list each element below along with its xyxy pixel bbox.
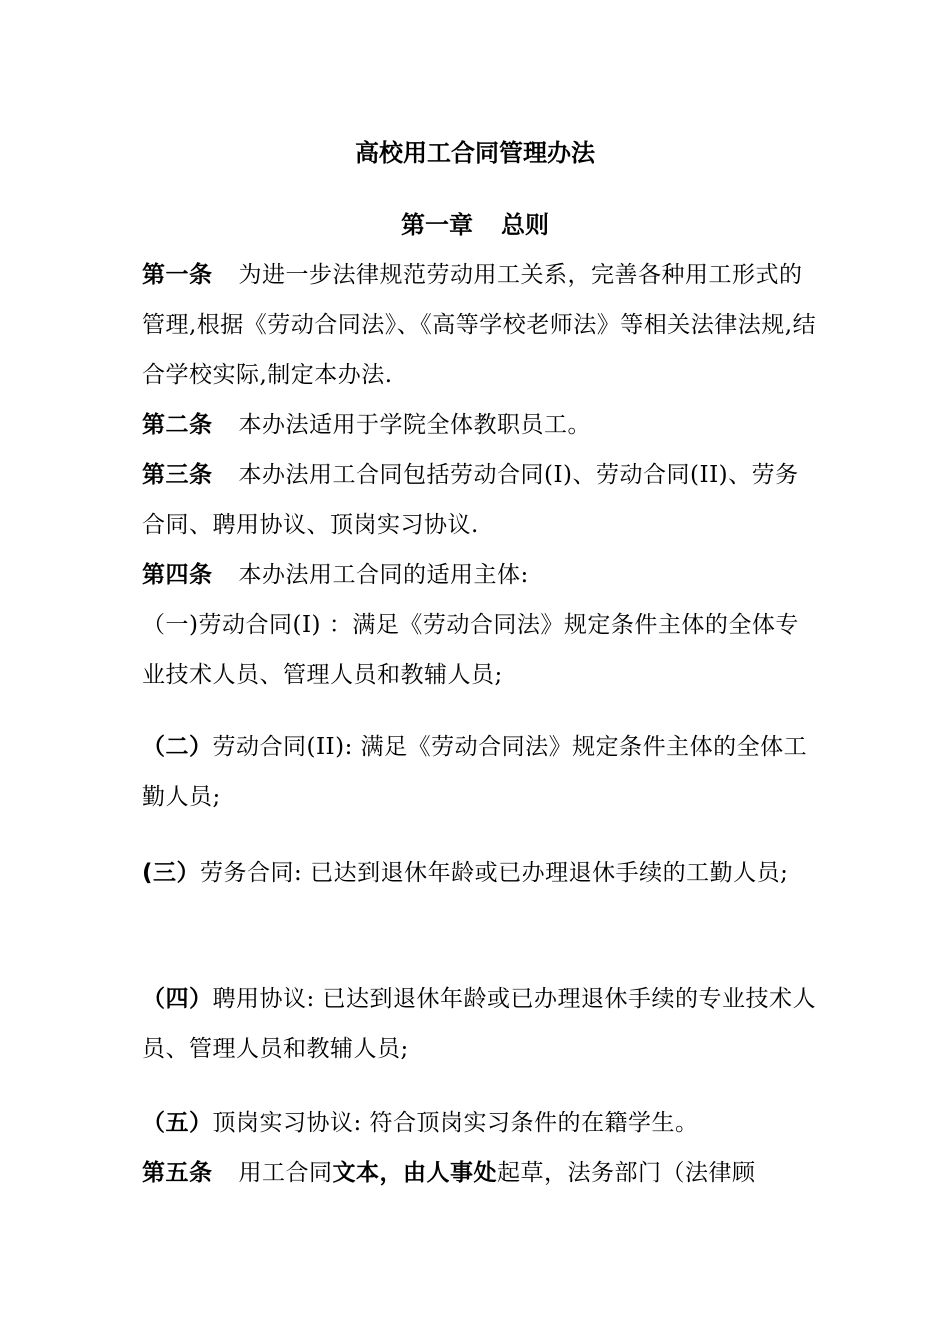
article-text: 本办法用工合同的适用主体:: [238, 562, 529, 588]
article-label: 第一条: [142, 262, 213, 288]
item-5: [142, 1098, 818, 1148]
item-text: 劳动合同(I) ：满足《劳动合同法》规定条件主体的全体专业技术人员、管理人员和教辅人员;: [142, 612, 799, 688]
article-label: 第二条: [142, 412, 213, 438]
article-text: 本办法适用于学院全体教职员工。: [238, 412, 591, 438]
item-text: 劳动合同(II): 满足《劳动合同法》规定条件主体的全体工勤人员;: [142, 734, 808, 810]
chapter-number: 第一章: [401, 211, 473, 239]
article-2: [142, 400, 818, 450]
item-label: （一): [142, 612, 199, 638]
article-text: 用工合同: [238, 1160, 333, 1186]
item-label: (三）: [142, 860, 201, 886]
item-label: （四）: [142, 986, 213, 1012]
item-text: 顶岗实习协议: 符合顶岗实习条件的在籍学生。: [212, 1110, 699, 1136]
article-3: [142, 450, 818, 550]
article-text: 本办法用工合同包括劳动合同(I)、劳动合同(II)、劳务合同、聘用协议、顶岗实习协议.: [142, 462, 799, 538]
item-label: （二）: [142, 734, 213, 760]
document-title: 高校用工合同管理办法: [355, 139, 595, 167]
item-4: [142, 974, 818, 1074]
article-label: 第三条: [142, 462, 213, 488]
article-4: [142, 550, 818, 600]
article-text: 为进一步法律规范劳动用工关系，完善各种用工形式的管理,根据《劳动合同法》、《高等学校老师法》等相关法律法规,结合学校实际,制定本办法.: [142, 262, 817, 388]
item-2: [142, 722, 818, 822]
article-label: 第四条: [142, 562, 213, 588]
item-1: [142, 600, 818, 700]
item-3: [142, 848, 818, 898]
article-1: [142, 250, 818, 400]
item-text: 聘用协议: 已达到退休年龄或已办理退休手续的专业技术人员、管理人员和教辅人员;: [142, 986, 817, 1062]
article-text-bold: 文本，由人事处: [332, 1160, 497, 1186]
item-text: 劳务合同: 已达到退休年龄或已办理退休手续的工勤人员;: [200, 860, 789, 886]
chapter-name: 总则: [501, 211, 549, 239]
chapter-heading: [0, 208, 950, 242]
article-5: [142, 1148, 818, 1198]
item-label: （五）: [142, 1110, 213, 1136]
article-label: 第五条: [142, 1160, 213, 1186]
article-text: 起草，法务部门（法律顾: [497, 1160, 756, 1186]
